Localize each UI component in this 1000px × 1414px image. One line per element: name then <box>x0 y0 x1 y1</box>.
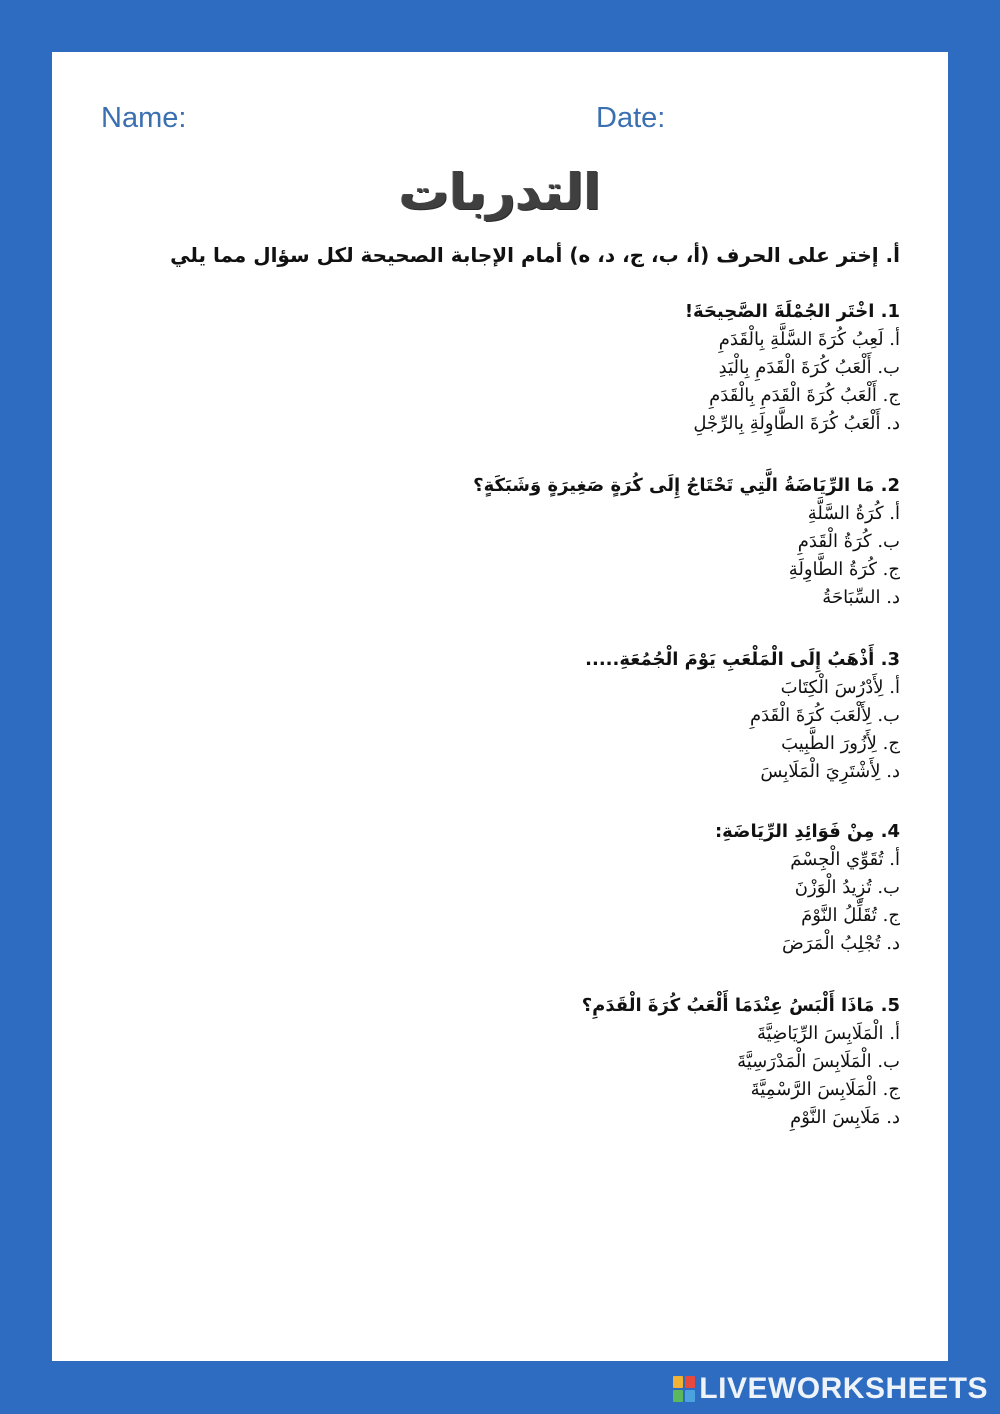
answer-option[interactable]: د. أَلْعَبُ كُرَةَ الطَّاوِلَةِ بِالرِّجْلِ <box>693 413 900 434</box>
answer-option[interactable]: د. مَلَابِسَ النَّوْمِ <box>790 1107 900 1128</box>
answer-option[interactable]: ب. أَلْعَبُ كُرَةَ الْقَدَمِ بِالْيَدِ <box>718 357 900 378</box>
answer-option[interactable]: أ. تُقَوِّي الْجِسْمَ <box>790 849 900 870</box>
answer-option[interactable]: أ. لَعِبُ كُرَةَ السَّلَّةِ بِالْقَدَمِ <box>718 329 900 350</box>
answer-option[interactable]: د. السِّبَاحَةُ <box>822 587 900 608</box>
date-label: Date: <box>596 102 666 134</box>
page-title: التدربات <box>399 163 601 221</box>
question-2 <box>473 472 900 612</box>
answer-option[interactable]: أ. لِأَدْرُسَ الْكِتَابَ <box>780 677 900 698</box>
answer-option[interactable]: ج. كُرَةُ الطَّاوِلَةِ <box>788 559 900 580</box>
answer-option[interactable]: ج. لِأَزُورَ الطَّبِيبَ <box>781 733 900 754</box>
brand-name: LIVEWORKSHEETS <box>699 1372 988 1405</box>
liveworksheets-brand[interactable] <box>673 1372 988 1406</box>
answer-option[interactable]: ب. الْمَلَابِسَ الْمَدْرَسِيَّةَ <box>737 1051 900 1072</box>
answer-option[interactable]: ج. تُقَلِّلُ النَّوْمَ <box>801 905 900 926</box>
answer-option[interactable]: ب. تُزِيدُ الْوَزْنَ <box>794 877 900 898</box>
question-text: 5. مَاذَا أَلْبَسُ عِنْدَمَا أَلْعَبُ كُرَةَ الْقَدَمِ؟ <box>581 995 900 1016</box>
question-text: 1. اخْتَر الجُمْلَةَ الصَّحِيحَةَ! <box>684 301 900 322</box>
answer-option[interactable]: أ. كُرَةُ السَّلَّةِ <box>807 503 900 524</box>
question-text: 4. مِنْ فَوَائِدِ الرِّيَاضَةِ: <box>714 821 900 842</box>
question-4 <box>715 818 900 958</box>
question-3 <box>585 646 900 786</box>
answer-option[interactable]: ج. الْمَلَابِسَ الرَّسْمِيَّةَ <box>750 1079 900 1100</box>
question-text: 2. مَا الرِّيَاضَةُ الَّتِي تَحْتَاجُ إِلَى كُرَةٍ صَغِيرَةٍ وَشَبَكَةٍ؟ <box>473 475 900 496</box>
answer-option[interactable]: ب. لِأَلْعَبَ كُرَةَ الْقَدَمِ <box>749 705 900 726</box>
answer-option[interactable]: أ. الْمَلَابِسَ الرِّيَاضِيَّةَ <box>756 1023 900 1044</box>
answer-option[interactable]: ب. كُرَةُ الْقَدَمِ <box>797 531 900 552</box>
answer-option[interactable]: ج. أَلْعَبُ كُرَةَ الْقَدَمِ بِالْقَدَمِ <box>709 385 900 406</box>
question-5 <box>582 992 900 1132</box>
name-label: Name: <box>101 102 187 134</box>
question-text: 3. أَذْهَبُ إِلَى الْمَلْعَبِ يَوْمَ الْجُمُعَةِ..... <box>585 649 900 670</box>
instructions: أ. إختر على الحرف (أ، ب، ج، د، ه) أمام الإجابة الصحيحة لكل سؤال مما يلي <box>170 243 900 267</box>
answer-option[interactable]: د. تُجْلِبُ الْمَرَضَ <box>781 933 900 954</box>
answer-option[interactable]: د. لِأَشْتَرِيَ الْمَلَابِسَ <box>760 761 900 782</box>
liveworksheets-logo-icon <box>673 1376 695 1402</box>
question-1 <box>685 298 900 438</box>
